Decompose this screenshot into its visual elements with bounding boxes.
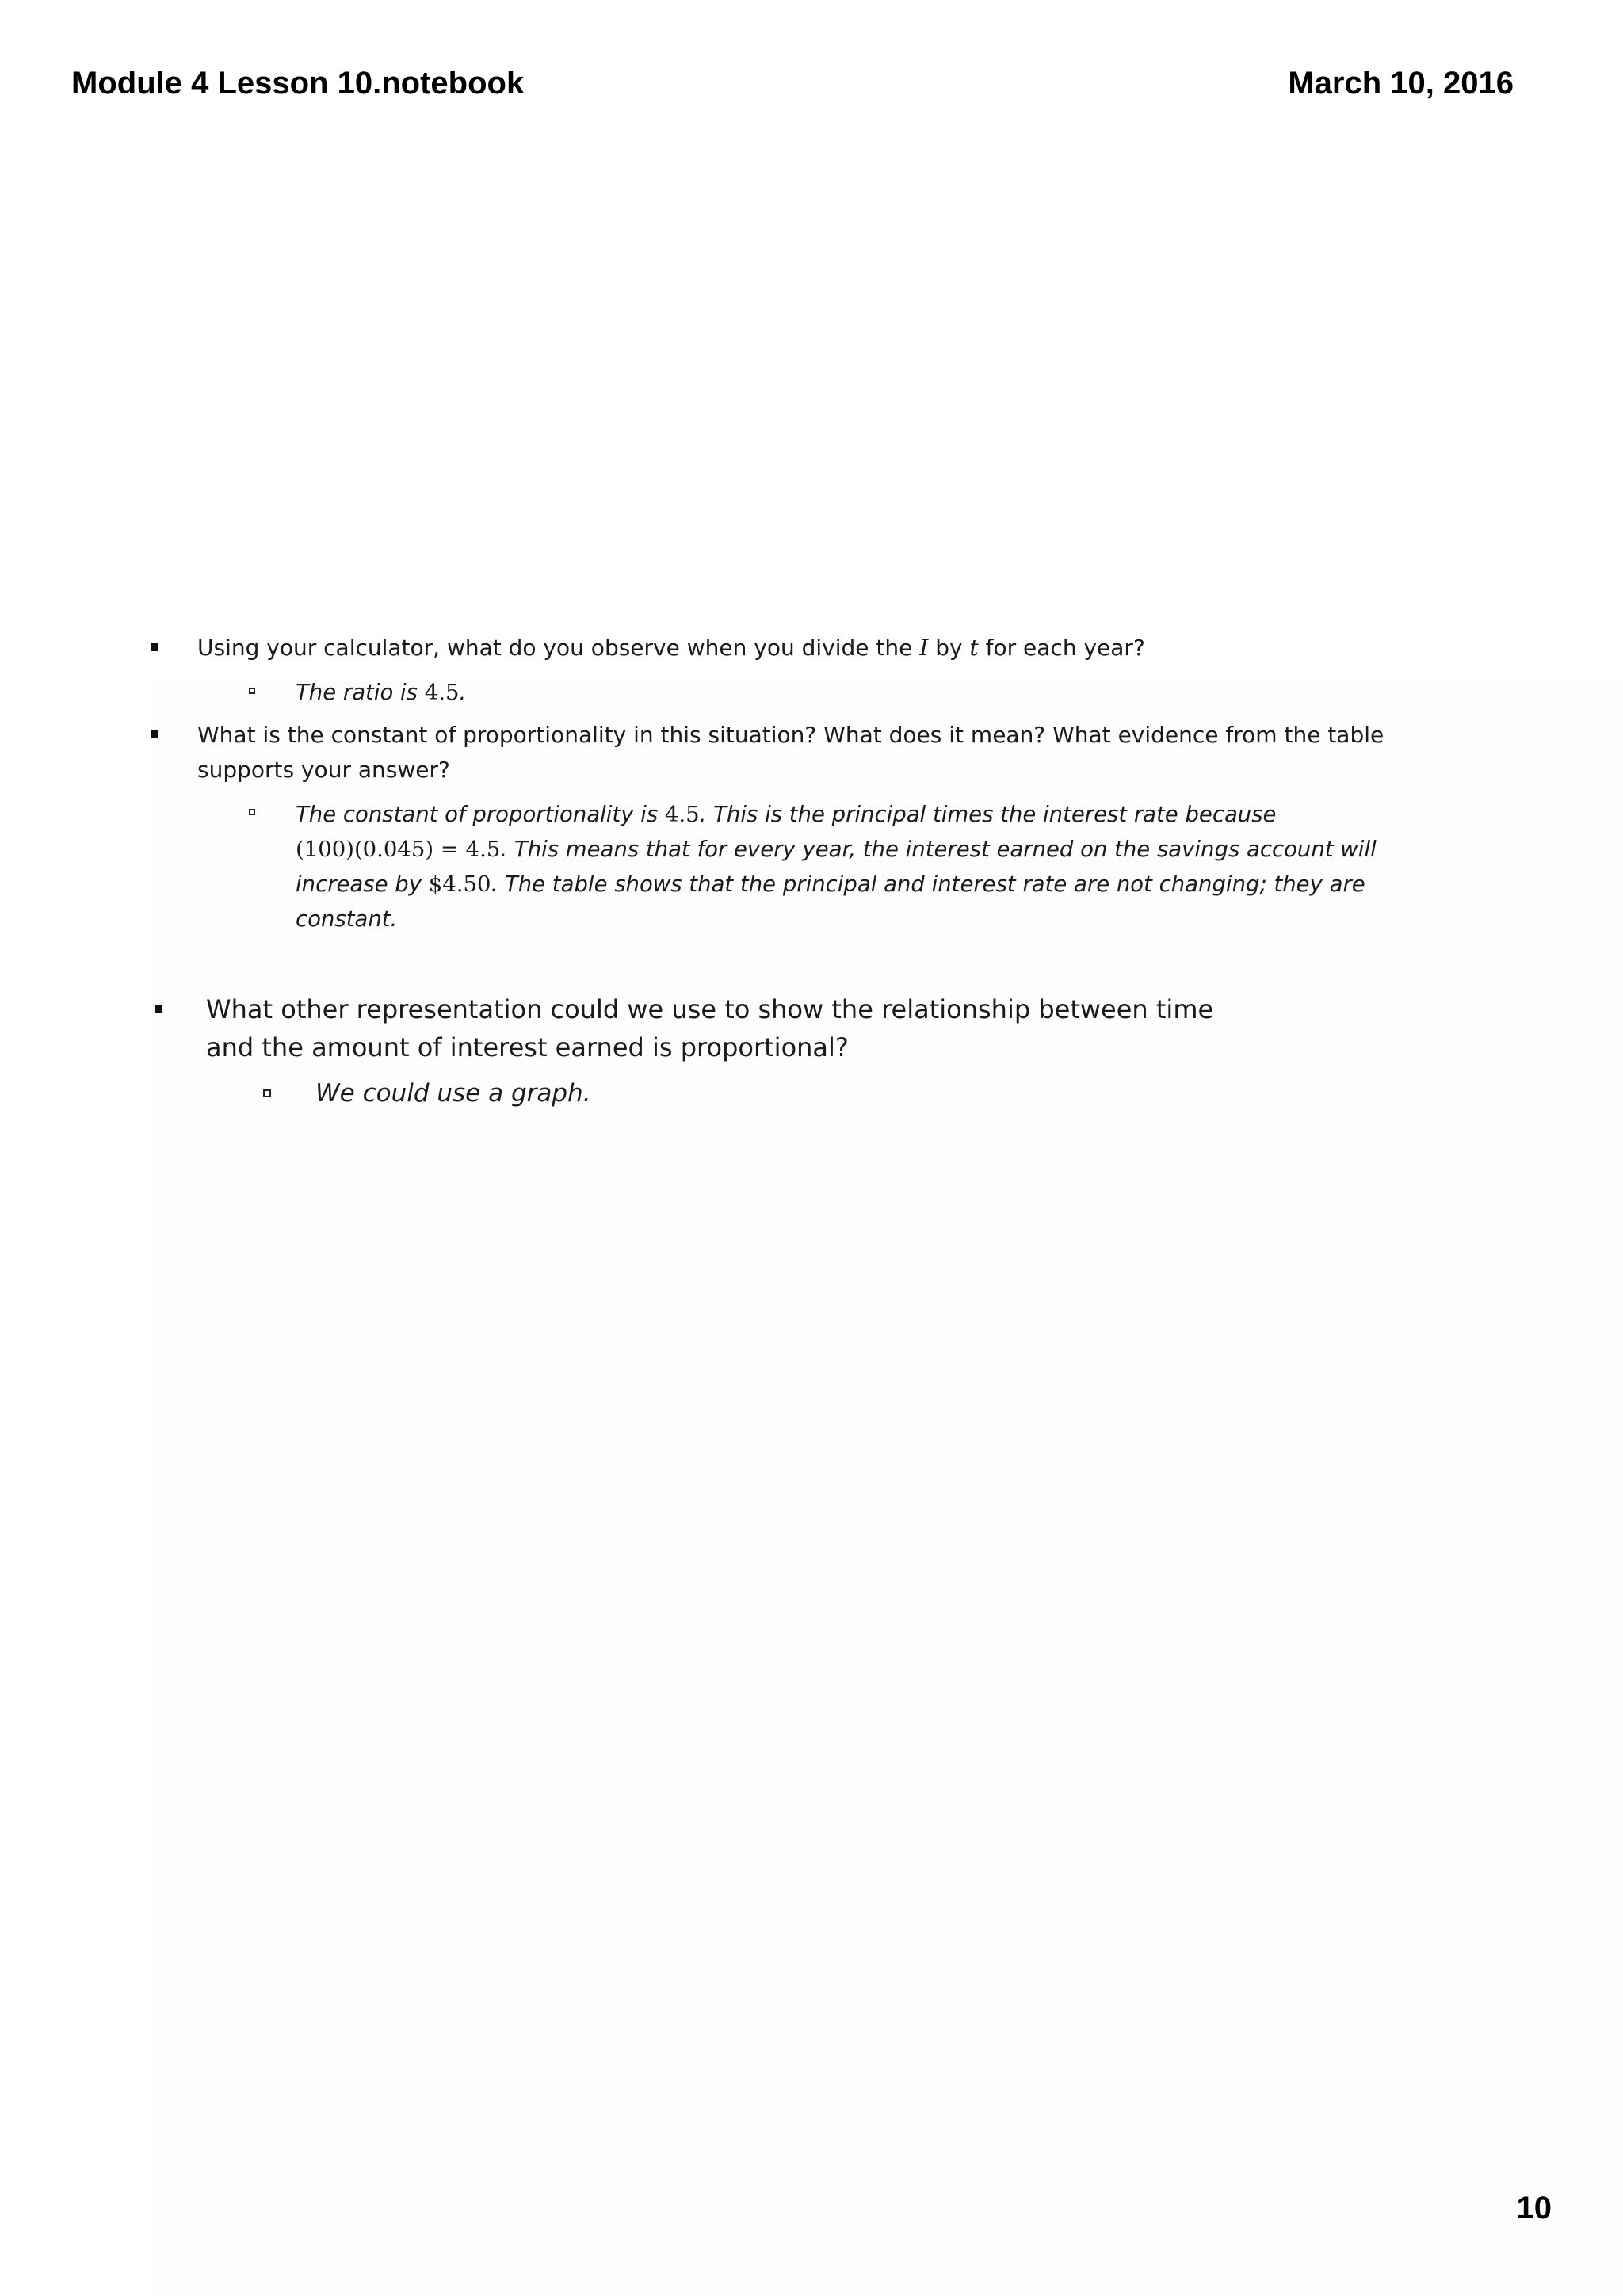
answer-2-line-1: The constant of proportionality is 4.5. This is the principal times the interest rate because bbox=[296, 802, 1277, 827]
question-3-line-1: What other representation could we use to show the relationship between time bbox=[206, 994, 1214, 1024]
question-1-text: Using your calculator, what do you observe when you divide the I by t for each year? bbox=[197, 635, 1145, 661]
answer-bullet bbox=[263, 1089, 271, 1097]
answer-bullet bbox=[249, 809, 255, 815]
answer-3-text: We could use a graph. bbox=[315, 1079, 591, 1108]
answer-bullet bbox=[249, 688, 255, 694]
answer-2-line-3: increase by $4.50. The table shows that the principal and interest rate are not changing; they are bbox=[296, 871, 1365, 897]
answer-2-line-2: (100)(0.045) = 4.5. This means that for every year, the interest earned on the savings account will bbox=[296, 837, 1377, 862]
question-bullet bbox=[155, 1005, 162, 1013]
page-number: 10 bbox=[1516, 2191, 1552, 2225]
question-2-line-1: What is the constant of proportionality in this situation? What does it mean? What evidence from the table bbox=[197, 722, 1384, 748]
answer-2-line-4: constant. bbox=[296, 906, 398, 932]
question-2-line-2: supports your answer? bbox=[197, 757, 450, 783]
answer-1-text: The ratio is 4.5. bbox=[296, 680, 467, 705]
question-bullet bbox=[151, 643, 158, 651]
notebook-title: Module 4 Lesson 10.notebook bbox=[71, 66, 525, 101]
question-3-line-2: and the amount of interest earned is proportional? bbox=[206, 1032, 849, 1062]
page-date: March 10, 2016 bbox=[1288, 66, 1514, 101]
question-bullet bbox=[151, 730, 158, 738]
